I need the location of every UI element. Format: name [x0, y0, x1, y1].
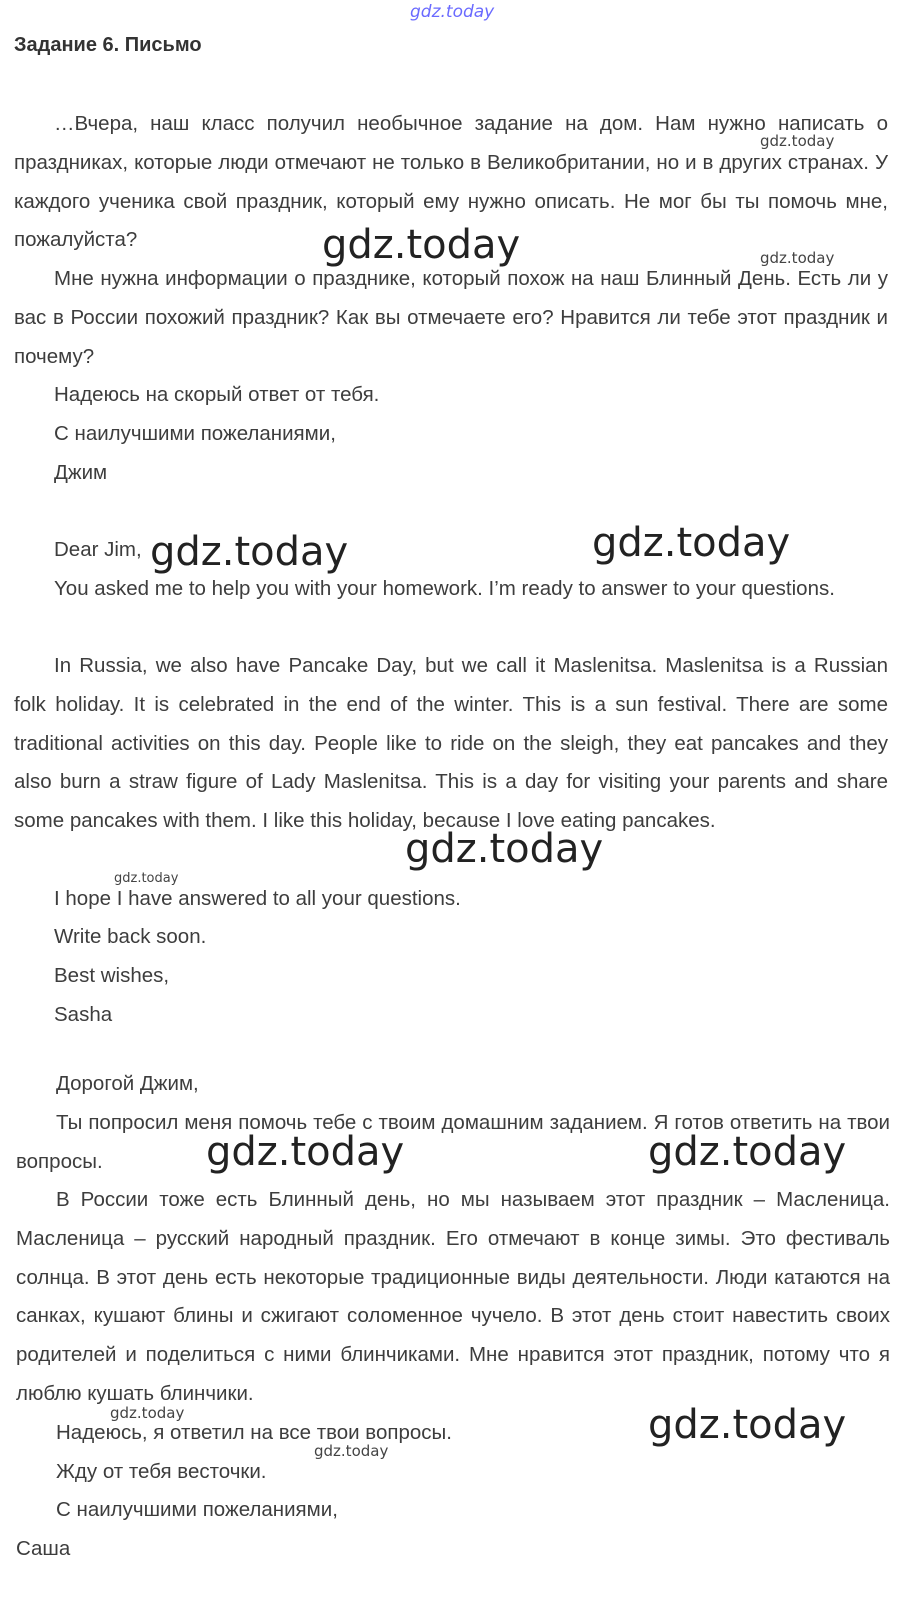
jim-letter-paragraph-1: …Вчера, наш класс получил необычное задание на дом. Нам нужно написать о праздниках, которые люди отмечают не только в Великобритании, но и в других странах. У каждого ученика свой праздник, который ему нужно описать. Не мог бы ты помочь мне, пожалуйста? [14, 112, 888, 252]
watermark: gdz.today [648, 1129, 847, 1175]
watermark: gdz.today [760, 249, 835, 267]
watermark: gdz.today [760, 132, 835, 150]
watermark: gdz.today [114, 871, 179, 886]
en-letter-closing-1: I hope I have answered to all your questions. [54, 887, 461, 910]
en-letter-signature: Sasha [54, 1003, 113, 1026]
ru-letter-closing-2: Жду от тебя весточки. [56, 1460, 267, 1483]
watermark: gdz.today [110, 1404, 185, 1422]
watermark: gdz.today [322, 222, 521, 268]
en-letter-paragraph-2: In Russia, we also have Pancake Day, but we call it Maslenitsa. Maslenitsa is a Russian folk holiday. It is celebrated in the end of the winter. This is a sun festival. There are some traditional activities on this day. People like to ride on the sleigh, they eat pancakes and they also burn a straw figure of Lady Maslenitsa. This is a day for visiting your parents and share some pancakes with them. I like this holiday, because I love eating pancakes. [14, 654, 888, 833]
jim-letter-paragraph-2: Мне нужна информации о празднике, который похож на наш Блинный День. Есть ли у вас в России похожий праздник? Как вы отмечаете его? Нравится ли тебе этот праздник и почему? [14, 267, 888, 368]
watermark: gdz.today [150, 529, 349, 575]
watermark: gdz.today [410, 2, 495, 22]
ru-letter-closing-3: С наилучшими пожеланиями, [56, 1498, 338, 1521]
ru-letter-greeting: Дорогой Джим, [56, 1072, 199, 1095]
watermark: gdz.today [314, 1442, 389, 1460]
en-letter-closing-2: Write back soon. [54, 925, 207, 948]
watermark: gdz.today [206, 1129, 405, 1175]
page-title: Задание 6. Письмо [14, 34, 202, 56]
ru-letter-closing-1: Надеюсь, я ответил на все твои вопросы. [56, 1421, 452, 1444]
ru-letter-paragraph-2: В России тоже есть Блинный день, но мы называем этот праздник – Масленица. Масленица – русский народный праздник. Его отмечают в конце зимы. Это фестиваль солнца. В этот день есть некоторые традиционные виды деятельности. Люди катаются на санках, кушают блины и сжигают соломенное чучело. В этот день стоит навестить своих родителей и поделиться с ними блинчиками. Мне нравится этот праздник, потому что я люблю кушать блинчики. [16, 1188, 890, 1405]
jim-letter-closing-2: С наилучшими пожеланиями, [54, 422, 336, 445]
ru-letter-signature: Саша [16, 1537, 71, 1560]
jim-letter-signature: Джим [54, 461, 108, 484]
watermark: gdz.today [405, 826, 604, 872]
ru-letter-paragraph-1: Ты попросил меня помочь тебе с твоим домашним заданием. Я готов ответить на твои вопросы. [16, 1111, 890, 1173]
jim-letter-closing-1: Надеюсь на скорый ответ от тебя. [54, 383, 380, 406]
watermark: gdz.today [648, 1402, 847, 1448]
en-letter-closing-3: Best wishes, [54, 964, 170, 987]
en-letter-paragraph-1: You asked me to help you with your homework. I’m ready to answer to your questions. [54, 577, 835, 600]
en-letter-greeting: Dear Jim, [54, 538, 142, 561]
watermark: gdz.today [592, 520, 791, 566]
